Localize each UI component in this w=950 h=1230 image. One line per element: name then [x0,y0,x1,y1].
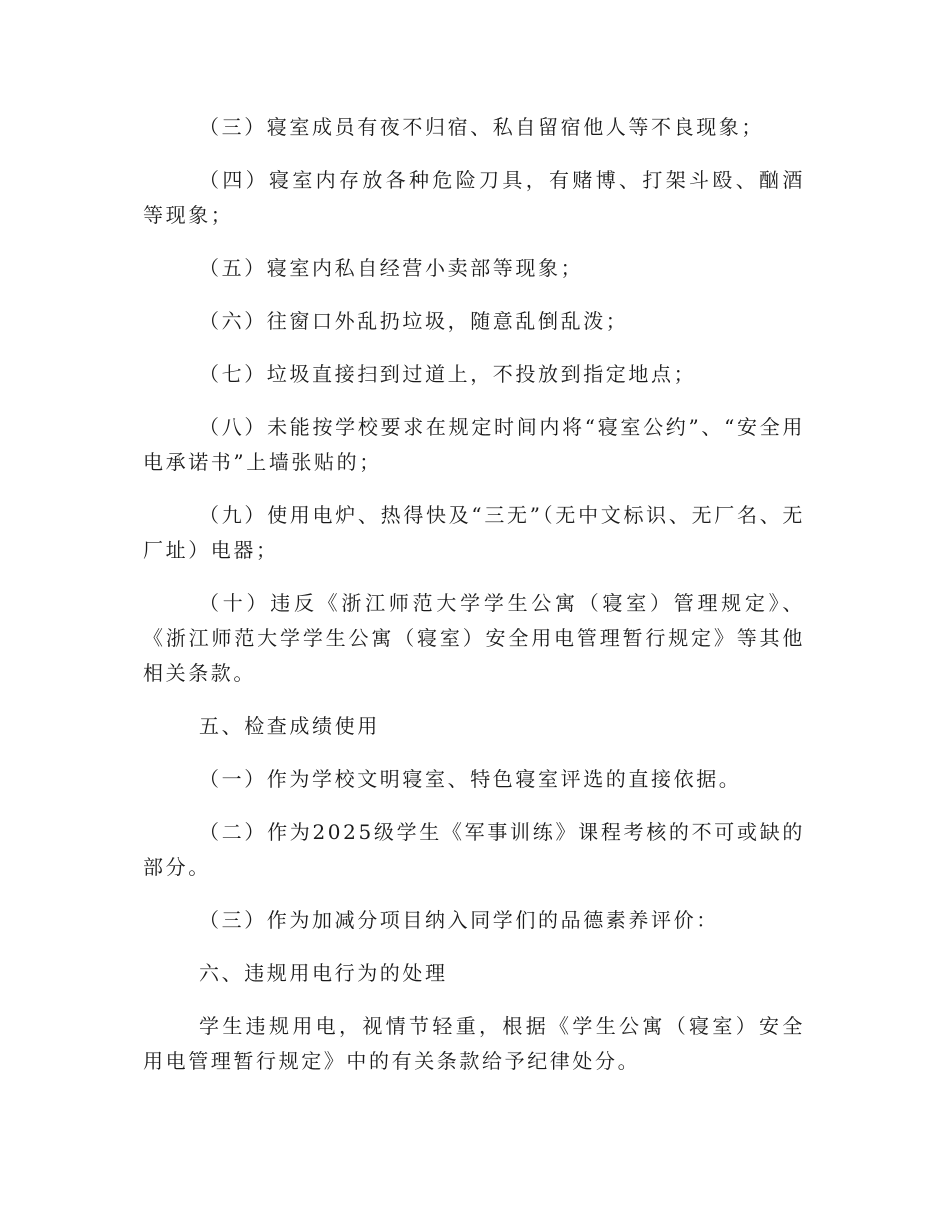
paragraph-item-3: （三）寝室成员有夜不归宿、私自留宿他人等不良现象； [199,115,764,139]
paragraph-item-8: （八）未能按学校要求在规定时间内将“寝室公约”、“安全用电承诺书”上墙张贴的； [143,415,805,474]
document-body [143,110,805,1097]
section-heading-5: 五、检查成绩使用 [199,714,380,738]
paragraph-usage-2: （二）作为2025级学生《军事训练》课程考核的不可或缺的部分。 [143,820,805,879]
paragraph-usage-3: （三）作为加减分项目纳入同学们的品德素养评价： [199,908,719,932]
paragraph-usage-1: （一）作为学校文明寝室、特色寝室评选的直接依据。 [199,767,742,791]
paragraph-item-5: （五）寝室内私自经营小卖部等现象； [199,256,584,280]
paragraph-item-7: （七）垃圾直接扫到过道上，不投放到指定地点； [199,362,697,386]
paragraph-item-10: （十）违反《浙江师范大学学生公寓（寝室）管理规定》、《浙江师范大学学生公寓（寝室）安全用电管理暂行规定》等其他相关条款。 [143,591,805,685]
paragraph-item-6: （六）往窗口外乱扔垃圾，随意乱倒乱泼； [199,309,629,333]
paragraph-item-4: （四）寝室内存放各种危险刀具，有赌博、打架斗殴、酗酒等现象； [143,168,805,227]
paragraph-violation-handling: 学生违规用电，视情节轻重，根据《学生公寓（寝室）安全用电管理暂行规定》中的有关条款给予纪律处分。 [143,1014,805,1073]
paragraph-item-9: （九）使用电炉、热得快及“三无”（无中文标识、无厂名、无厂址）电器； [143,503,805,562]
section-heading-6: 六、违规用电行为的处理 [199,961,448,985]
